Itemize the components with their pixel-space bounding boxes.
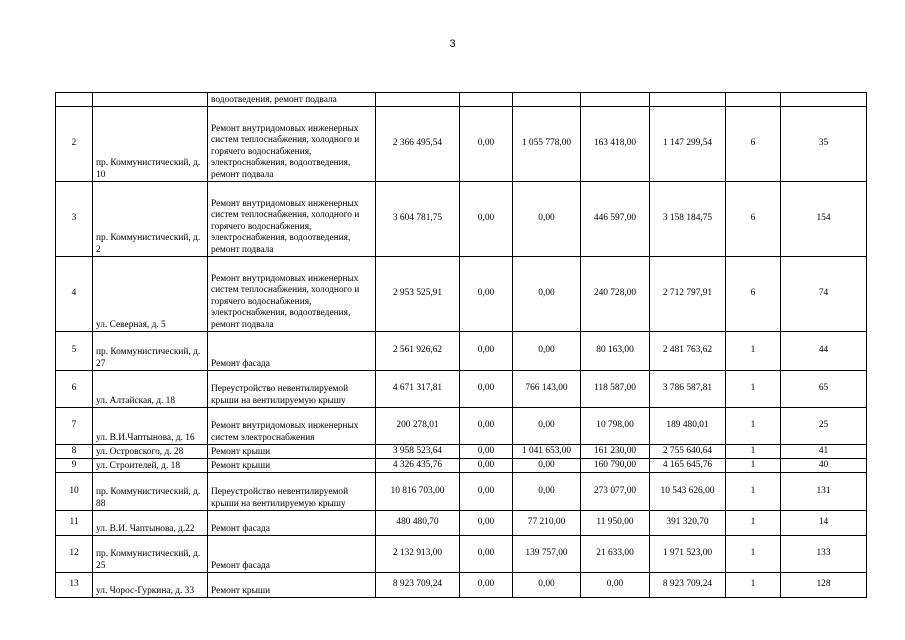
value-cell: 163 418,00 — [581, 107, 650, 182]
value-cell: 44 — [781, 332, 867, 371]
address-cell: ул. Алтайская, д. 18 — [93, 371, 208, 408]
value-cell: 0,00 — [513, 182, 581, 257]
value-cell: 0,00 — [513, 573, 581, 598]
value-cell: 1 — [726, 536, 781, 573]
table-row — [56, 332, 867, 371]
row-number: 10 — [56, 473, 93, 511]
value-cell: 80 163,00 — [581, 332, 650, 371]
total-cost-cell: 2 366 495,54 — [376, 107, 460, 182]
value-cell: 21 633,00 — [581, 536, 650, 573]
table-body — [56, 93, 867, 598]
total-cost-cell: 200 278,01 — [376, 408, 460, 445]
value-cell: 1 147 299,54 — [650, 107, 726, 182]
value-cell: 189 480,01 — [650, 408, 726, 445]
value-cell: 0,00 — [460, 371, 513, 408]
row-number: 2 — [56, 107, 93, 182]
table-row — [56, 511, 867, 536]
value-cell: 0,00 — [460, 459, 513, 473]
value-cell: 0,00 — [581, 573, 650, 598]
row-number: 12 — [56, 536, 93, 573]
work-cell: Ремонт фасада — [208, 332, 376, 371]
row-number: 13 — [56, 573, 93, 598]
table-row — [56, 408, 867, 445]
value-cell: 77 210,00 — [513, 511, 581, 536]
value-cell: 0,00 — [460, 573, 513, 598]
value-cell: 40 — [781, 459, 867, 473]
value-cell: 273 077,00 — [581, 473, 650, 511]
value-cell: 118 587,00 — [581, 371, 650, 408]
value-cell: 0,00 — [460, 182, 513, 257]
housing-repair-table — [55, 92, 867, 598]
value-cell: 128 — [781, 573, 867, 598]
value-cell: 25 — [781, 408, 867, 445]
address-cell: ул. В.И. Чаптынова, д.22 — [93, 511, 208, 536]
value-cell: 1 — [726, 511, 781, 536]
value-cell: 1 041 653,00 — [513, 445, 581, 459]
value-cell: 65 — [781, 371, 867, 408]
value-cell: 14 — [781, 511, 867, 536]
table-row — [56, 459, 867, 473]
address-cell: ул. В.И.Чаптынова, д. 16 — [93, 408, 208, 445]
row-number: 3 — [56, 182, 93, 257]
value-cell: 11 950,00 — [581, 511, 650, 536]
value-cell: 6 — [726, 182, 781, 257]
table-row — [56, 107, 867, 182]
table-row — [56, 473, 867, 511]
value-cell: 10 543 626,00 — [650, 473, 726, 511]
work-cell: Ремонт крыши — [208, 459, 376, 473]
total-cost-cell: 2 132 913,00 — [376, 536, 460, 573]
value-cell: 6 — [726, 257, 781, 332]
value-cell: 1 971 523,00 — [650, 536, 726, 573]
total-cost-cell: 4 326 435,76 — [376, 459, 460, 473]
address-cell: ул. Северная, д. 5 — [93, 257, 208, 332]
table-row — [56, 182, 867, 257]
value-cell: 3 786 587,81 — [650, 371, 726, 408]
table-row — [56, 371, 867, 408]
page-number: 3 — [449, 38, 456, 50]
value-cell: 4 165 645,76 — [650, 459, 726, 473]
value-cell: 3 158 184,75 — [650, 182, 726, 257]
table-row — [56, 536, 867, 573]
value-cell: 160 790,00 — [581, 459, 650, 473]
value-cell: 1 — [726, 408, 781, 445]
address-cell: пр. Коммунистический, д. 27 — [93, 332, 208, 371]
total-cost-cell: 3 958 523,64 — [376, 445, 460, 459]
value-cell: 1 — [726, 459, 781, 473]
value-cell: 1 — [726, 473, 781, 511]
table-row — [56, 257, 867, 332]
total-cost-cell: 4 671 317,81 — [376, 371, 460, 408]
total-cost-cell: 8 923 709,24 — [376, 573, 460, 598]
value-cell: 0,00 — [513, 257, 581, 332]
address-cell: ул. Островского, д. 28 — [93, 445, 208, 459]
value-cell: 1 — [726, 371, 781, 408]
work-cell: Переустройство невентилируемой крыши на вентилируемую крышу — [208, 371, 376, 408]
row-number: 6 — [56, 371, 93, 408]
row-number: 8 — [56, 445, 93, 459]
value-cell: 2 755 640,64 — [650, 445, 726, 459]
total-cost-cell: 480 480,70 — [376, 511, 460, 536]
value-cell: 1 — [726, 445, 781, 459]
address-cell: пр. Коммунистический, д. 25 — [93, 536, 208, 573]
value-cell: 139 757,00 — [513, 536, 581, 573]
value-cell: 0,00 — [513, 473, 581, 511]
value-cell: 0,00 — [460, 408, 513, 445]
work-cell: Ремонт фасада — [208, 536, 376, 573]
work-cell: Ремонт крыши — [208, 445, 376, 459]
value-cell: 10 798,00 — [581, 408, 650, 445]
value-cell: 1 055 778,00 — [513, 107, 581, 182]
work-cell: Ремонт внутридомовых инженерных систем теплоснабжения, холодного и горячего водоснабжения, электроснабжения, водоотведения, ремонт подвала — [208, 107, 376, 182]
work-cell: Переустройство невентилируемой крыши на вентилируемую крышу — [208, 473, 376, 511]
total-cost-cell: 3 604 781,75 — [376, 182, 460, 257]
work-cell: Ремонт внутридомовых инженерных систем теплоснабжения, холодного и горячего водоснабжения, электроснабжения, водоотведения, ремонт подвала — [208, 182, 376, 257]
value-cell: 1 — [726, 332, 781, 371]
value-cell: 41 — [781, 445, 867, 459]
row-number: 11 — [56, 511, 93, 536]
value-cell: 154 — [781, 182, 867, 257]
value-cell: 131 — [781, 473, 867, 511]
value-cell: 0,00 — [460, 107, 513, 182]
table-row — [56, 93, 867, 107]
value-cell: 446 597,00 — [581, 182, 650, 257]
work-cell: Ремонт фасада — [208, 511, 376, 536]
value-cell: 35 — [781, 107, 867, 182]
value-cell: 6 — [726, 107, 781, 182]
value-cell: 0,00 — [513, 332, 581, 371]
address-cell: пр. Коммунистический, д. 10 — [93, 107, 208, 182]
work-cell: Ремонт крыши — [208, 573, 376, 598]
value-cell: 161 230,00 — [581, 445, 650, 459]
work-cell: водоотведения, ремонт подвала — [208, 93, 376, 107]
row-number: 4 — [56, 257, 93, 332]
value-cell: 133 — [781, 536, 867, 573]
row-number: 5 — [56, 332, 93, 371]
value-cell: 0,00 — [460, 257, 513, 332]
address-cell: ул. Чорос-Гуркина, д. 33 — [93, 573, 208, 598]
address-cell: пр. Коммунистический, д. 2 — [93, 182, 208, 257]
row-number: 7 — [56, 408, 93, 445]
total-cost-cell: 2 561 926,62 — [376, 332, 460, 371]
value-cell: 0,00 — [460, 332, 513, 371]
row-number: 9 — [56, 459, 93, 473]
value-cell: 2 481 763,62 — [650, 332, 726, 371]
value-cell: 391 320,70 — [650, 511, 726, 536]
total-cost-cell: 2 953 525,91 — [376, 257, 460, 332]
value-cell: 240 728,00 — [581, 257, 650, 332]
value-cell: 0,00 — [513, 459, 581, 473]
value-cell: 0,00 — [460, 511, 513, 536]
work-cell: Ремонт внутридомовых инженерных систем теплоснабжения, холодного и горячего водоснабжения, электроснабжения, водоотведения, ремонт подвала — [208, 257, 376, 332]
address-cell: ул. Строителей, д. 18 — [93, 459, 208, 473]
work-cell: Ремонт внутридомовых инженерных систем электроснабжения — [208, 408, 376, 445]
value-cell: 0,00 — [460, 445, 513, 459]
value-cell: 74 — [781, 257, 867, 332]
value-cell: 8 923 709,24 — [650, 573, 726, 598]
value-cell: 0,00 — [460, 473, 513, 511]
table-row — [56, 573, 867, 598]
total-cost-cell: 10 816 703,00 — [376, 473, 460, 511]
address-cell: пр. Коммунистический, д. 88 — [93, 473, 208, 511]
value-cell: 766 143,00 — [513, 371, 581, 408]
value-cell: 2 712 797,91 — [650, 257, 726, 332]
value-cell: 1 — [726, 573, 781, 598]
table-row — [56, 445, 867, 459]
value-cell: 0,00 — [460, 536, 513, 573]
value-cell: 0,00 — [513, 408, 581, 445]
